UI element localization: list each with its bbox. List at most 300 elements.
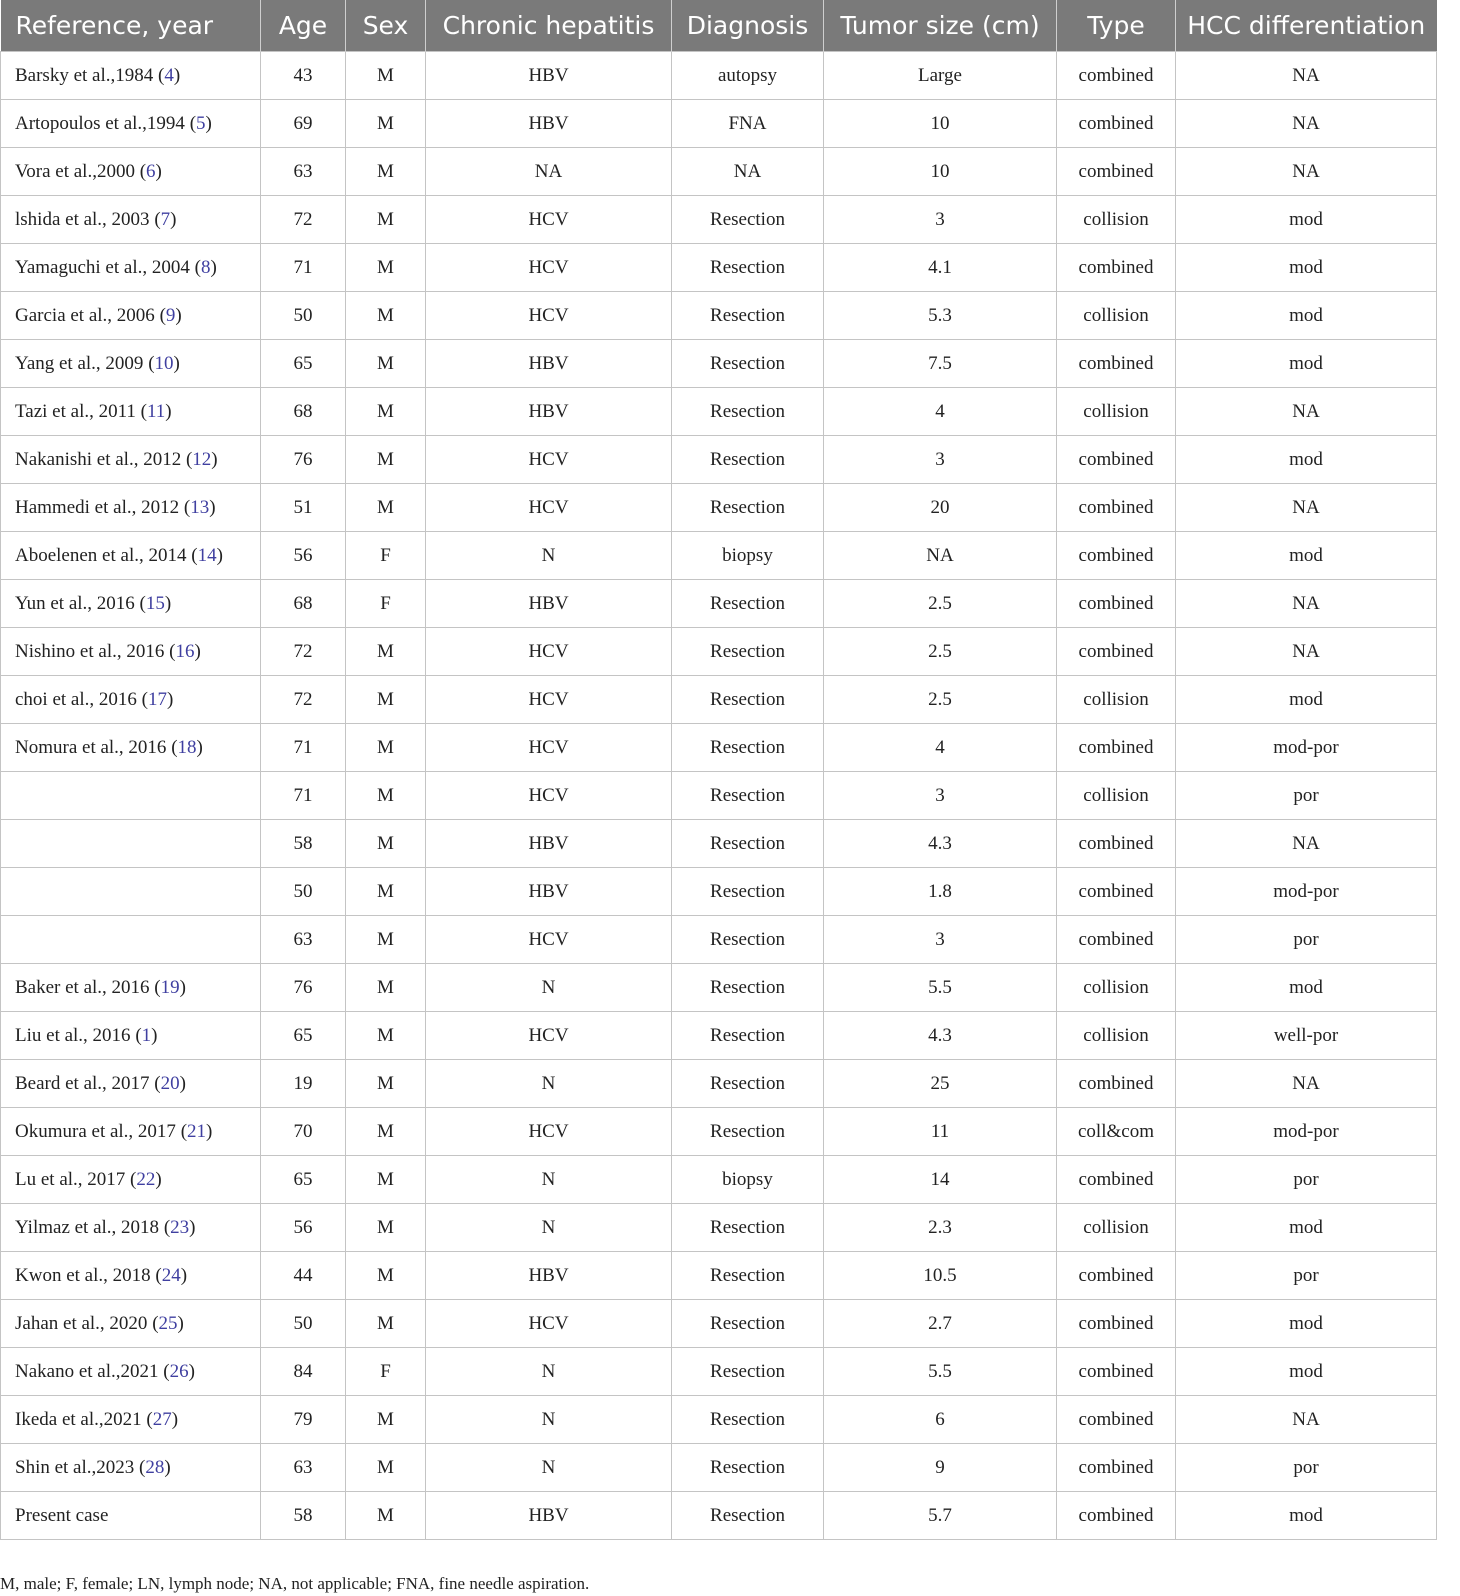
- sex-cell: M: [346, 1396, 426, 1444]
- age-cell: 56: [261, 1204, 346, 1252]
- col-header-hcc-differentiation: HCC differentiation: [1176, 0, 1437, 52]
- reference-cell: Kwon et al., 2018 (24): [1, 1252, 261, 1300]
- type-cell: combined: [1057, 484, 1176, 532]
- age-cell: 65: [261, 340, 346, 388]
- age-cell: 63: [261, 1444, 346, 1492]
- sex-cell: M: [346, 724, 426, 772]
- diagnosis-cell: Resection: [672, 820, 824, 868]
- hcc-differentiation-cell: mod-por: [1176, 1108, 1437, 1156]
- table-row: [1, 1108, 1437, 1156]
- diagnosis-cell: Resection: [672, 436, 824, 484]
- hcc-differentiation-cell: mod: [1176, 1300, 1437, 1348]
- tumor-size-cell: 5.3: [824, 292, 1057, 340]
- tumor-size-cell: 7.5: [824, 340, 1057, 388]
- sex-cell: M: [346, 196, 426, 244]
- sex-cell: M: [346, 292, 426, 340]
- reference-text: Shin et al.,2023: [15, 1456, 135, 1478]
- reference-cell: Nakano et al.,2021 (26): [1, 1348, 261, 1396]
- reference-cell: Hammedi et al., 2012 (13): [1, 484, 261, 532]
- table-body: [1, 52, 1437, 1540]
- age-cell: 68: [261, 580, 346, 628]
- reference-number-link[interactable]: 23: [170, 1216, 190, 1238]
- reference-text: Kwon et al., 2018: [15, 1264, 151, 1286]
- table-row: [1, 148, 1437, 196]
- reference-text: Ikeda et al.,2021: [15, 1408, 142, 1430]
- type-cell: combined: [1057, 1060, 1176, 1108]
- reference-number-link[interactable]: 14: [197, 544, 217, 566]
- hcc-differentiation-cell: mod: [1176, 1204, 1437, 1252]
- sex-cell: M: [346, 340, 426, 388]
- table-row: [1, 1204, 1437, 1252]
- reference-cell: [1, 868, 261, 916]
- sex-cell: M: [346, 436, 426, 484]
- sex-cell: M: [346, 1156, 426, 1204]
- age-cell: 68: [261, 388, 346, 436]
- type-cell: combined: [1057, 1252, 1176, 1300]
- tumor-size-cell: 10: [824, 100, 1057, 148]
- diagnosis-cell: Resection: [672, 292, 824, 340]
- reference-text: Nakano et al.,2021: [15, 1360, 159, 1382]
- diagnosis-cell: autopsy: [672, 52, 824, 100]
- hcc-differentiation-cell: NA: [1176, 1396, 1437, 1444]
- diagnosis-cell: Resection: [672, 244, 824, 292]
- reference-text: Yang et al., 2009: [15, 352, 144, 374]
- table-row: [1, 868, 1437, 916]
- table-footnote: M, male; F, female; LN, lymph node; NA, not applicable; FNA, fine needle aspiration.: [0, 1574, 590, 1593]
- table-row: [1, 1060, 1437, 1108]
- age-cell: 69: [261, 100, 346, 148]
- reference-number-link[interactable]: 18: [177, 736, 197, 758]
- type-cell: combined: [1057, 916, 1176, 964]
- reference-number-link[interactable]: 7: [160, 208, 171, 230]
- sex-cell: M: [346, 100, 426, 148]
- hcc-differentiation-cell: mod-por: [1176, 724, 1437, 772]
- chronic-hepatitis-cell: N: [426, 1444, 672, 1492]
- reference-text: Beard et al., 2017: [15, 1072, 150, 1094]
- type-cell: collision: [1057, 772, 1176, 820]
- tumor-size-cell: 3: [824, 916, 1057, 964]
- reference-number-link[interactable]: 16: [175, 640, 195, 662]
- diagnosis-cell: Resection: [672, 484, 824, 532]
- reference-cell: Okumura et al., 2017 (21): [1, 1108, 261, 1156]
- age-cell: 65: [261, 1156, 346, 1204]
- reference-number-link[interactable]: 24: [161, 1264, 181, 1286]
- diagnosis-cell: Resection: [672, 1492, 824, 1540]
- hcc-differentiation-cell: mod: [1176, 676, 1437, 724]
- table-row: [1, 100, 1437, 148]
- age-cell: 76: [261, 964, 346, 1012]
- diagnosis-cell: biopsy: [672, 1156, 824, 1204]
- tumor-size-cell: 14: [824, 1156, 1057, 1204]
- sex-cell: F: [346, 532, 426, 580]
- sex-cell: M: [346, 916, 426, 964]
- diagnosis-cell: Resection: [672, 1012, 824, 1060]
- tumor-size-cell: 3: [824, 772, 1057, 820]
- tumor-size-cell: 2.3: [824, 1204, 1057, 1252]
- chronic-hepatitis-cell: HCV: [426, 1012, 672, 1060]
- reference-cell: Shin et al.,2023 (28): [1, 1444, 261, 1492]
- age-cell: 72: [261, 676, 346, 724]
- diagnosis-cell: Resection: [672, 388, 824, 436]
- reference-cell: Garcia et al., 2006 (9): [1, 292, 261, 340]
- tumor-size-cell: 2.5: [824, 628, 1057, 676]
- reference-cell: Tazi et al., 2011 (11): [1, 388, 261, 436]
- age-cell: 71: [261, 772, 346, 820]
- age-cell: 63: [261, 916, 346, 964]
- chronic-hepatitis-cell: HBV: [426, 820, 672, 868]
- reference-number-link[interactable]: 28: [145, 1456, 165, 1478]
- reference-text: Garcia et al., 2006: [15, 304, 155, 326]
- chronic-hepatitis-cell: HCV: [426, 628, 672, 676]
- reference-cell: Ikeda et al.,2021 (27): [1, 1396, 261, 1444]
- table-row: [1, 676, 1437, 724]
- hcc-differentiation-cell: NA: [1176, 484, 1437, 532]
- type-cell: combined: [1057, 1300, 1176, 1348]
- type-cell: combined: [1057, 1348, 1176, 1396]
- reference-number-link[interactable]: 4: [164, 64, 174, 86]
- tumor-size-cell: 10: [824, 148, 1057, 196]
- chronic-hepatitis-cell: HCV: [426, 1300, 672, 1348]
- tumor-size-cell: 25: [824, 1060, 1057, 1108]
- age-cell: 51: [261, 484, 346, 532]
- sex-cell: M: [346, 244, 426, 292]
- type-cell: collision: [1057, 196, 1176, 244]
- diagnosis-cell: Resection: [672, 916, 824, 964]
- hcc-differentiation-cell: NA: [1176, 52, 1437, 100]
- type-cell: combined: [1057, 1492, 1176, 1540]
- type-cell: collision: [1057, 292, 1176, 340]
- reference-number-link[interactable]: 20: [160, 1072, 180, 1094]
- type-cell: combined: [1057, 628, 1176, 676]
- type-cell: combined: [1057, 532, 1176, 580]
- chronic-hepatitis-cell: HCV: [426, 1108, 672, 1156]
- type-cell: combined: [1057, 1156, 1176, 1204]
- diagnosis-cell: Resection: [672, 868, 824, 916]
- tumor-size-cell: 10.5: [824, 1252, 1057, 1300]
- hcc-differentiation-cell: por: [1176, 1156, 1437, 1204]
- hcc-differentiation-cell: mod: [1176, 532, 1437, 580]
- type-cell: collision: [1057, 964, 1176, 1012]
- reference-number-link[interactable]: 9: [165, 304, 176, 326]
- sex-cell: M: [346, 1252, 426, 1300]
- type-cell: collision: [1057, 388, 1176, 436]
- table-row: [1, 340, 1437, 388]
- type-cell: combined: [1057, 1444, 1176, 1492]
- sex-cell: M: [346, 628, 426, 676]
- tumor-size-cell: 9: [824, 1444, 1057, 1492]
- chronic-hepatitis-cell: HBV: [426, 580, 672, 628]
- chronic-hepatitis-cell: HBV: [426, 100, 672, 148]
- hcc-differentiation-cell: mod: [1176, 196, 1437, 244]
- header-row: [1, 0, 1437, 52]
- table-row: [1, 244, 1437, 292]
- sex-cell: M: [346, 1492, 426, 1540]
- sex-cell: M: [346, 1060, 426, 1108]
- tumor-size-cell: NA: [824, 532, 1057, 580]
- table-row: [1, 724, 1437, 772]
- type-cell: combined: [1057, 52, 1176, 100]
- reference-cell: Liu et al., 2016 (1): [1, 1012, 261, 1060]
- reference-number-link[interactable]: 19: [160, 976, 180, 998]
- chronic-hepatitis-cell: HCV: [426, 772, 672, 820]
- type-cell: combined: [1057, 436, 1176, 484]
- reference-text: Okumura et al., 2017: [15, 1120, 176, 1142]
- sex-cell: M: [346, 1204, 426, 1252]
- reference-number-link[interactable]: 26: [169, 1360, 189, 1382]
- type-cell: collision: [1057, 1204, 1176, 1252]
- tumor-size-cell: 3: [824, 436, 1057, 484]
- reference-text: Lu et al., 2017: [15, 1168, 126, 1190]
- tumor-size-cell: 1.8: [824, 868, 1057, 916]
- table-row: [1, 580, 1437, 628]
- sex-cell: F: [346, 580, 426, 628]
- tumor-size-cell: 5.5: [824, 964, 1057, 1012]
- reference-number-link[interactable]: 25: [158, 1312, 178, 1334]
- hcc-differentiation-cell: mod: [1176, 964, 1437, 1012]
- tumor-size-cell: 20: [824, 484, 1057, 532]
- diagnosis-cell: Resection: [672, 1252, 824, 1300]
- reference-cell: Vora et al.,2000 (6): [1, 148, 261, 196]
- sex-cell: M: [346, 148, 426, 196]
- chronic-hepatitis-cell: HCV: [426, 484, 672, 532]
- reference-number-link[interactable]: 27: [152, 1408, 172, 1430]
- reference-cell: Yun et al., 2016 (15): [1, 580, 261, 628]
- age-cell: 50: [261, 868, 346, 916]
- reference-text: Baker et al., 2016: [15, 976, 150, 998]
- tumor-size-cell: 2.7: [824, 1300, 1057, 1348]
- diagnosis-cell: Resection: [672, 1396, 824, 1444]
- diagnosis-cell: Resection: [672, 676, 824, 724]
- tumor-size-cell: 2.5: [824, 676, 1057, 724]
- type-cell: combined: [1057, 100, 1176, 148]
- table-row: [1, 628, 1437, 676]
- age-cell: 76: [261, 436, 346, 484]
- reference-number-link[interactable]: 5: [196, 112, 206, 134]
- table-row: [1, 820, 1437, 868]
- table-row: [1, 388, 1437, 436]
- reference-cell: [1, 820, 261, 868]
- reference-number-link[interactable]: 11: [146, 400, 166, 422]
- diagnosis-cell: Resection: [672, 1444, 824, 1492]
- age-cell: 84: [261, 1348, 346, 1396]
- type-cell: combined: [1057, 724, 1176, 772]
- diagnosis-cell: biopsy: [672, 532, 824, 580]
- table-row: [1, 52, 1437, 100]
- chronic-hepatitis-cell: HCV: [426, 244, 672, 292]
- table-row: [1, 916, 1437, 964]
- age-cell: 63: [261, 148, 346, 196]
- age-cell: 44: [261, 1252, 346, 1300]
- type-cell: combined: [1057, 244, 1176, 292]
- tumor-size-cell: 4: [824, 388, 1057, 436]
- reference-cell: [1, 916, 261, 964]
- hcc-differentiation-cell: mod-por: [1176, 868, 1437, 916]
- reference-number-link[interactable]: 1: [141, 1024, 152, 1046]
- age-cell: 71: [261, 244, 346, 292]
- reference-cell: Barsky et al.,1984 (4): [1, 52, 261, 100]
- reference-cell: Artopoulos et al.,1994 (5): [1, 100, 261, 148]
- diagnosis-cell: Resection: [672, 1060, 824, 1108]
- tumor-size-cell: Large: [824, 52, 1057, 100]
- reference-text: Tazi et al., 2011: [15, 400, 136, 422]
- age-cell: 72: [261, 628, 346, 676]
- type-cell: collision: [1057, 676, 1176, 724]
- reference-cell: Yilmaz et al., 2018 (23): [1, 1204, 261, 1252]
- chronic-hepatitis-cell: HBV: [426, 340, 672, 388]
- reference-number-link[interactable]: 13: [190, 496, 210, 518]
- reference-text: Aboelenen et al., 2014: [15, 544, 187, 566]
- reference-number-link[interactable]: 10: [154, 352, 174, 374]
- chronic-hepatitis-cell: HCV: [426, 292, 672, 340]
- reference-text: Nishino et al., 2016: [15, 640, 165, 662]
- reference-cell: Aboelenen et al., 2014 (14): [1, 532, 261, 580]
- hcc-differentiation-cell: NA: [1176, 100, 1437, 148]
- chronic-hepatitis-cell: N: [426, 1396, 672, 1444]
- sex-cell: M: [346, 868, 426, 916]
- hcc-differentiation-cell: NA: [1176, 628, 1437, 676]
- age-cell: 70: [261, 1108, 346, 1156]
- type-cell: combined: [1057, 868, 1176, 916]
- diagnosis-cell: Resection: [672, 1204, 824, 1252]
- reference-cell: Nomura et al., 2016 (18): [1, 724, 261, 772]
- hcc-differentiation-cell: NA: [1176, 820, 1437, 868]
- sex-cell: M: [346, 1012, 426, 1060]
- diagnosis-cell: Resection: [672, 1108, 824, 1156]
- chronic-hepatitis-cell: HBV: [426, 1492, 672, 1540]
- diagnosis-cell: FNA: [672, 100, 824, 148]
- diagnosis-cell: Resection: [672, 196, 824, 244]
- diagnosis-cell: Resection: [672, 1300, 824, 1348]
- reference-text: lshida et al., 2003: [15, 208, 150, 230]
- diagnosis-cell: Resection: [672, 772, 824, 820]
- reference-cell: Nakanishi et al., 2012 (12): [1, 436, 261, 484]
- age-cell: 58: [261, 1492, 346, 1540]
- col-header-tumor-size: Tumor size (cm): [824, 0, 1057, 52]
- hcc-differentiation-cell: NA: [1176, 388, 1437, 436]
- age-cell: 50: [261, 1300, 346, 1348]
- chronic-hepatitis-cell: N: [426, 1060, 672, 1108]
- age-cell: 65: [261, 1012, 346, 1060]
- reference-text: Nomura et al., 2016: [15, 736, 167, 758]
- reference-cell: lshida et al., 2003 (7): [1, 196, 261, 244]
- sex-cell: M: [346, 820, 426, 868]
- age-cell: 71: [261, 724, 346, 772]
- reference-number-link[interactable]: 6: [146, 160, 156, 182]
- sex-cell: M: [346, 1444, 426, 1492]
- tumor-size-cell: 6: [824, 1396, 1057, 1444]
- reference-text: Yun et al., 2016: [15, 592, 135, 614]
- type-cell: combined: [1057, 820, 1176, 868]
- reference-cell: choi et al., 2016 (17): [1, 676, 261, 724]
- age-cell: 43: [261, 52, 346, 100]
- table-row: [1, 196, 1437, 244]
- table-row: [1, 436, 1437, 484]
- sex-cell: F: [346, 1348, 426, 1396]
- chronic-hepatitis-cell: HBV: [426, 1252, 672, 1300]
- type-cell: combined: [1057, 580, 1176, 628]
- col-header-age: Age: [261, 0, 346, 52]
- diagnosis-cell: Resection: [672, 1348, 824, 1396]
- chronic-hepatitis-cell: NA: [426, 148, 672, 196]
- reference-cell: Jahan et al., 2020 (25): [1, 1300, 261, 1348]
- reference-text: Vora et al.,2000: [15, 160, 135, 182]
- reference-cell: Lu et al., 2017 (22): [1, 1156, 261, 1204]
- sex-cell: M: [346, 52, 426, 100]
- hcc-differentiation-cell: mod: [1176, 340, 1437, 388]
- hcc-differentiation-cell: NA: [1176, 148, 1437, 196]
- reference-text: Jahan et al., 2020: [15, 1312, 148, 1334]
- hcc-differentiation-cell: por: [1176, 1444, 1437, 1492]
- tumor-size-cell: 3: [824, 196, 1057, 244]
- hcc-differentiation-cell: mod: [1176, 1492, 1437, 1540]
- diagnosis-cell: Resection: [672, 628, 824, 676]
- reference-text: Liu et al., 2016: [15, 1024, 131, 1046]
- table-row: [1, 772, 1437, 820]
- table-row: [1, 484, 1437, 532]
- reference-cell: Yang et al., 2009 (10): [1, 340, 261, 388]
- reference-number-link[interactable]: 15: [145, 592, 165, 614]
- reference-text: Yilmaz et al., 2018: [15, 1216, 160, 1238]
- tumor-size-cell: 2.5: [824, 580, 1057, 628]
- hcc-differentiation-cell: por: [1176, 772, 1437, 820]
- tumor-size-cell: 4.3: [824, 1012, 1057, 1060]
- tumor-size-cell: 5.5: [824, 1348, 1057, 1396]
- reference-cell: Nishino et al., 2016 (16): [1, 628, 261, 676]
- tumor-size-cell: 5.7: [824, 1492, 1057, 1540]
- hcc-differentiation-cell: mod: [1176, 1348, 1437, 1396]
- col-header-sex: Sex: [346, 0, 426, 52]
- hcc-differentiation-cell: mod: [1176, 292, 1437, 340]
- col-header-type: Type: [1057, 0, 1176, 52]
- table-row: [1, 1396, 1437, 1444]
- reference-number-link[interactable]: 8: [200, 256, 211, 278]
- reference-text: Artopoulos et al.,1994: [15, 112, 185, 134]
- type-cell: combined: [1057, 1396, 1176, 1444]
- sex-cell: M: [346, 1300, 426, 1348]
- age-cell: 58: [261, 820, 346, 868]
- chronic-hepatitis-cell: HBV: [426, 388, 672, 436]
- tumor-size-cell: 4: [824, 724, 1057, 772]
- reference-text: choi et al., 2016: [15, 688, 137, 710]
- reference-number-link[interactable]: 21: [187, 1120, 207, 1142]
- reference-number-link[interactable]: 12: [192, 448, 212, 470]
- table-row: [1, 1492, 1437, 1540]
- reference-number-link[interactable]: 17: [147, 688, 167, 710]
- diagnosis-cell: Resection: [672, 964, 824, 1012]
- reference-text: Hammedi et al., 2012: [15, 496, 180, 518]
- table-row: [1, 1300, 1437, 1348]
- table-row: [1, 532, 1437, 580]
- diagnosis-cell: NA: [672, 148, 824, 196]
- diagnosis-cell: Resection: [672, 580, 824, 628]
- age-cell: 19: [261, 1060, 346, 1108]
- tumor-size-cell: 4.1: [824, 244, 1057, 292]
- reference-text: Nakanishi et al., 2012: [15, 448, 182, 470]
- chronic-hepatitis-cell: HCV: [426, 676, 672, 724]
- chronic-hepatitis-cell: HCV: [426, 916, 672, 964]
- table-row: [1, 1012, 1437, 1060]
- col-header-reference: Reference, year: [1, 0, 261, 52]
- age-cell: 56: [261, 532, 346, 580]
- hcc-differentiation-cell: well-por: [1176, 1012, 1437, 1060]
- age-cell: 50: [261, 292, 346, 340]
- col-header-chronic-hepatitis: Chronic hepatitis: [426, 0, 672, 52]
- tumor-size-cell: 11: [824, 1108, 1057, 1156]
- hcc-differentiation-cell: por: [1176, 916, 1437, 964]
- chronic-hepatitis-cell: N: [426, 532, 672, 580]
- reference-number-link[interactable]: 22: [136, 1168, 156, 1190]
- reference-text: Present case: [15, 1504, 109, 1526]
